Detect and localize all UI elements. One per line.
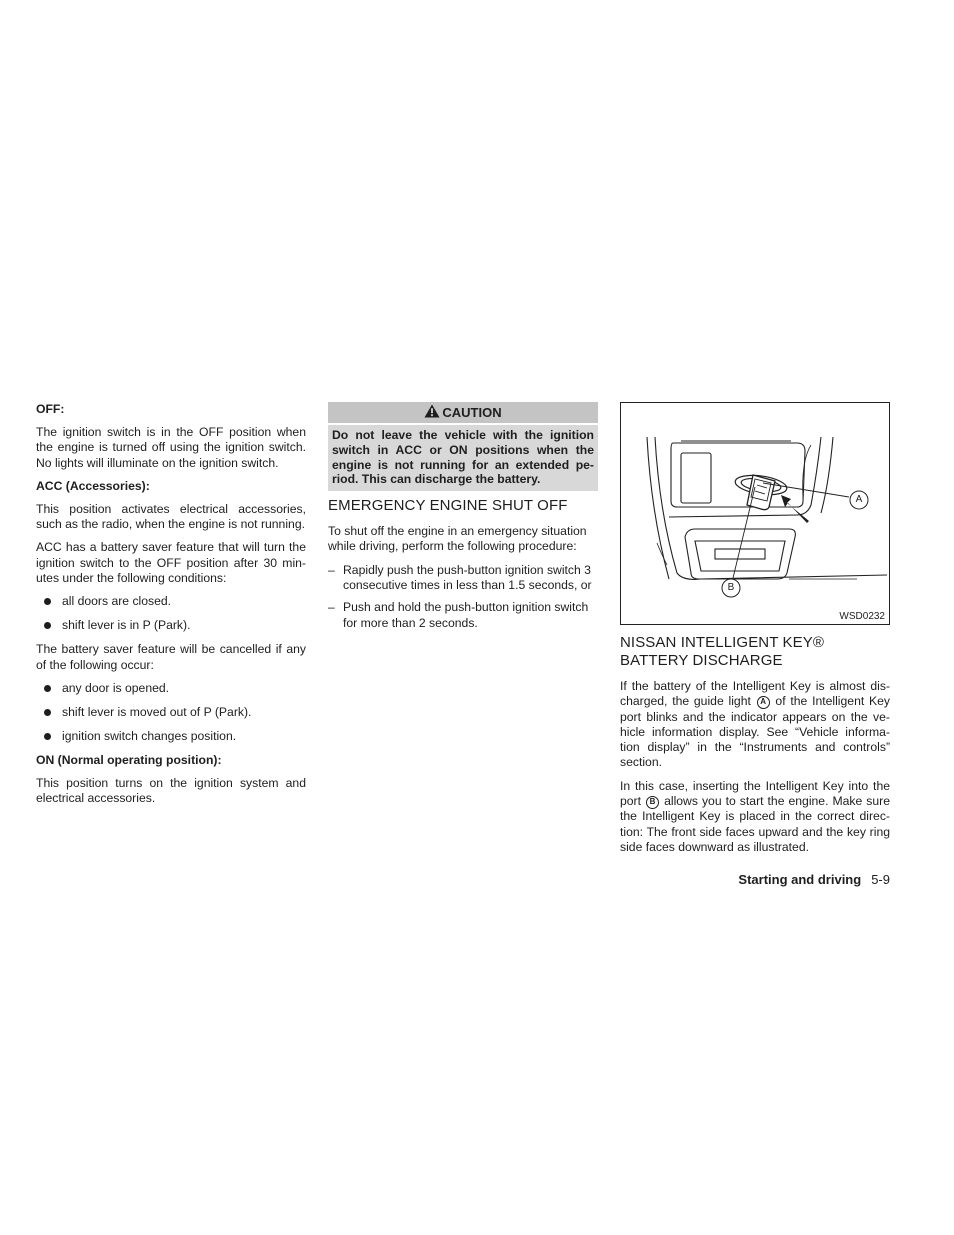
figure-code: WSD0232 bbox=[839, 611, 885, 622]
paragraph-text: allows you to start the engine. Make sure the Intelligent Key is placed in the correct direc-tion: The front side faces upward and the key ring side faces downward as illustrated. bbox=[620, 794, 891, 854]
dash-mark: – bbox=[328, 562, 335, 577]
bullet-icon bbox=[44, 685, 51, 692]
arrow-icon bbox=[781, 495, 809, 523]
list-item bbox=[36, 729, 306, 744]
intelligent-key-port-illustration bbox=[620, 402, 890, 625]
acc-text-1: This position activates electrical accessories, such as the radio, when the engine is not running. bbox=[36, 501, 306, 532]
section-heading-key-battery bbox=[620, 634, 890, 670]
heading-line-1: NISSAN INTELLIGENT KEY® bbox=[620, 634, 824, 651]
list-item bbox=[328, 563, 598, 594]
list-item bbox=[328, 600, 598, 631]
list-item-text: Push and hold the push-button ignition switch for more than 2 seconds. bbox=[343, 600, 589, 630]
off-text: The ignition switch is in the OFF position when the engine is turned off using the ignition switch. No lights will illuminate on the ignition switch. bbox=[36, 425, 306, 470]
callout-a-marker: A bbox=[757, 696, 770, 709]
dash-mark: – bbox=[328, 600, 335, 615]
footer-section-title: Starting and driving bbox=[738, 872, 862, 887]
emergency-intro: To shut off the engine in an emergency situation while driving, perform the following procedure: bbox=[328, 524, 587, 554]
callout-b-label: B bbox=[727, 582, 735, 593]
bullet-icon bbox=[44, 598, 51, 605]
caution-title: CAUTION bbox=[442, 405, 502, 420]
paragraph-text: If the battery of the Intelligent Key is almost dis-charged, the guide light bbox=[620, 679, 890, 709]
caution-header bbox=[328, 402, 598, 425]
emergency-steps bbox=[328, 563, 598, 631]
right-column bbox=[620, 402, 890, 863]
list-item-text: shift lever is moved out of P (Park). bbox=[62, 704, 252, 719]
bullet-icon bbox=[44, 622, 51, 629]
cancel-text: The battery saver feature will be cancelled if any of the following occur: bbox=[36, 642, 306, 672]
section-heading-emergency: EMERGENCY ENGINE SHUT OFF bbox=[328, 497, 568, 515]
warning-triangle-icon bbox=[424, 404, 440, 421]
list-item-text: any door is opened. bbox=[62, 680, 170, 695]
conditions-list bbox=[36, 594, 306, 633]
key-insert-text bbox=[620, 779, 890, 855]
caution-box bbox=[328, 402, 598, 491]
heading-line-2: BATTERY DISCHARGE bbox=[620, 652, 783, 669]
off-heading: OFF: bbox=[36, 402, 65, 416]
list-item-text: all doors are closed. bbox=[62, 594, 172, 609]
left-column bbox=[36, 402, 306, 815]
list-item-text: ignition switch changes position. bbox=[62, 728, 237, 743]
bullet-icon bbox=[44, 733, 51, 740]
list-item bbox=[36, 618, 306, 633]
acc-text-2: ACC has a battery saver feature that will turn the ignition switch to the OFF position after 30 min-utes under the following conditions: bbox=[36, 540, 306, 586]
list-item bbox=[36, 594, 306, 609]
page-footer bbox=[620, 872, 890, 887]
list-item bbox=[36, 681, 306, 696]
acc-heading: ACC (Accessories): bbox=[36, 478, 150, 493]
battery-discharge-text bbox=[620, 679, 890, 771]
page-number: 5-9 bbox=[871, 872, 890, 887]
on-text: This position turns on the ignition system and electrical accessories. bbox=[36, 775, 306, 806]
caution-text: Do not leave the vehicle with the ignition switch in ACC or ON positions when the engine is not running for an extended pe-riod. This can discharge the battery. bbox=[332, 428, 594, 487]
middle-column bbox=[328, 402, 598, 638]
on-heading: ON (Normal operating position): bbox=[36, 752, 222, 767]
cancel-conditions-list bbox=[36, 681, 306, 744]
callout-a-label: A bbox=[855, 494, 863, 505]
callout-b-marker: B bbox=[646, 796, 659, 809]
paragraph-text: In this case, inserting the Intelligent Key into the port bbox=[620, 778, 890, 809]
paragraph-text: of the Intelligent Key port blinks and the indicator appears on the ve-hicle information display. See “Vehicle informa-tion display” in the “Instruments and controls” section. bbox=[620, 694, 891, 770]
list-item-text: shift lever is in P (Park). bbox=[62, 618, 191, 633]
list-item bbox=[36, 705, 306, 720]
bullet-icon bbox=[44, 709, 51, 716]
key-port-drawing bbox=[621, 403, 889, 624]
list-item-text: Rapidly push the push-button ignition switch 3 consecutive times in less than 1.5 seconds, or bbox=[343, 562, 592, 593]
